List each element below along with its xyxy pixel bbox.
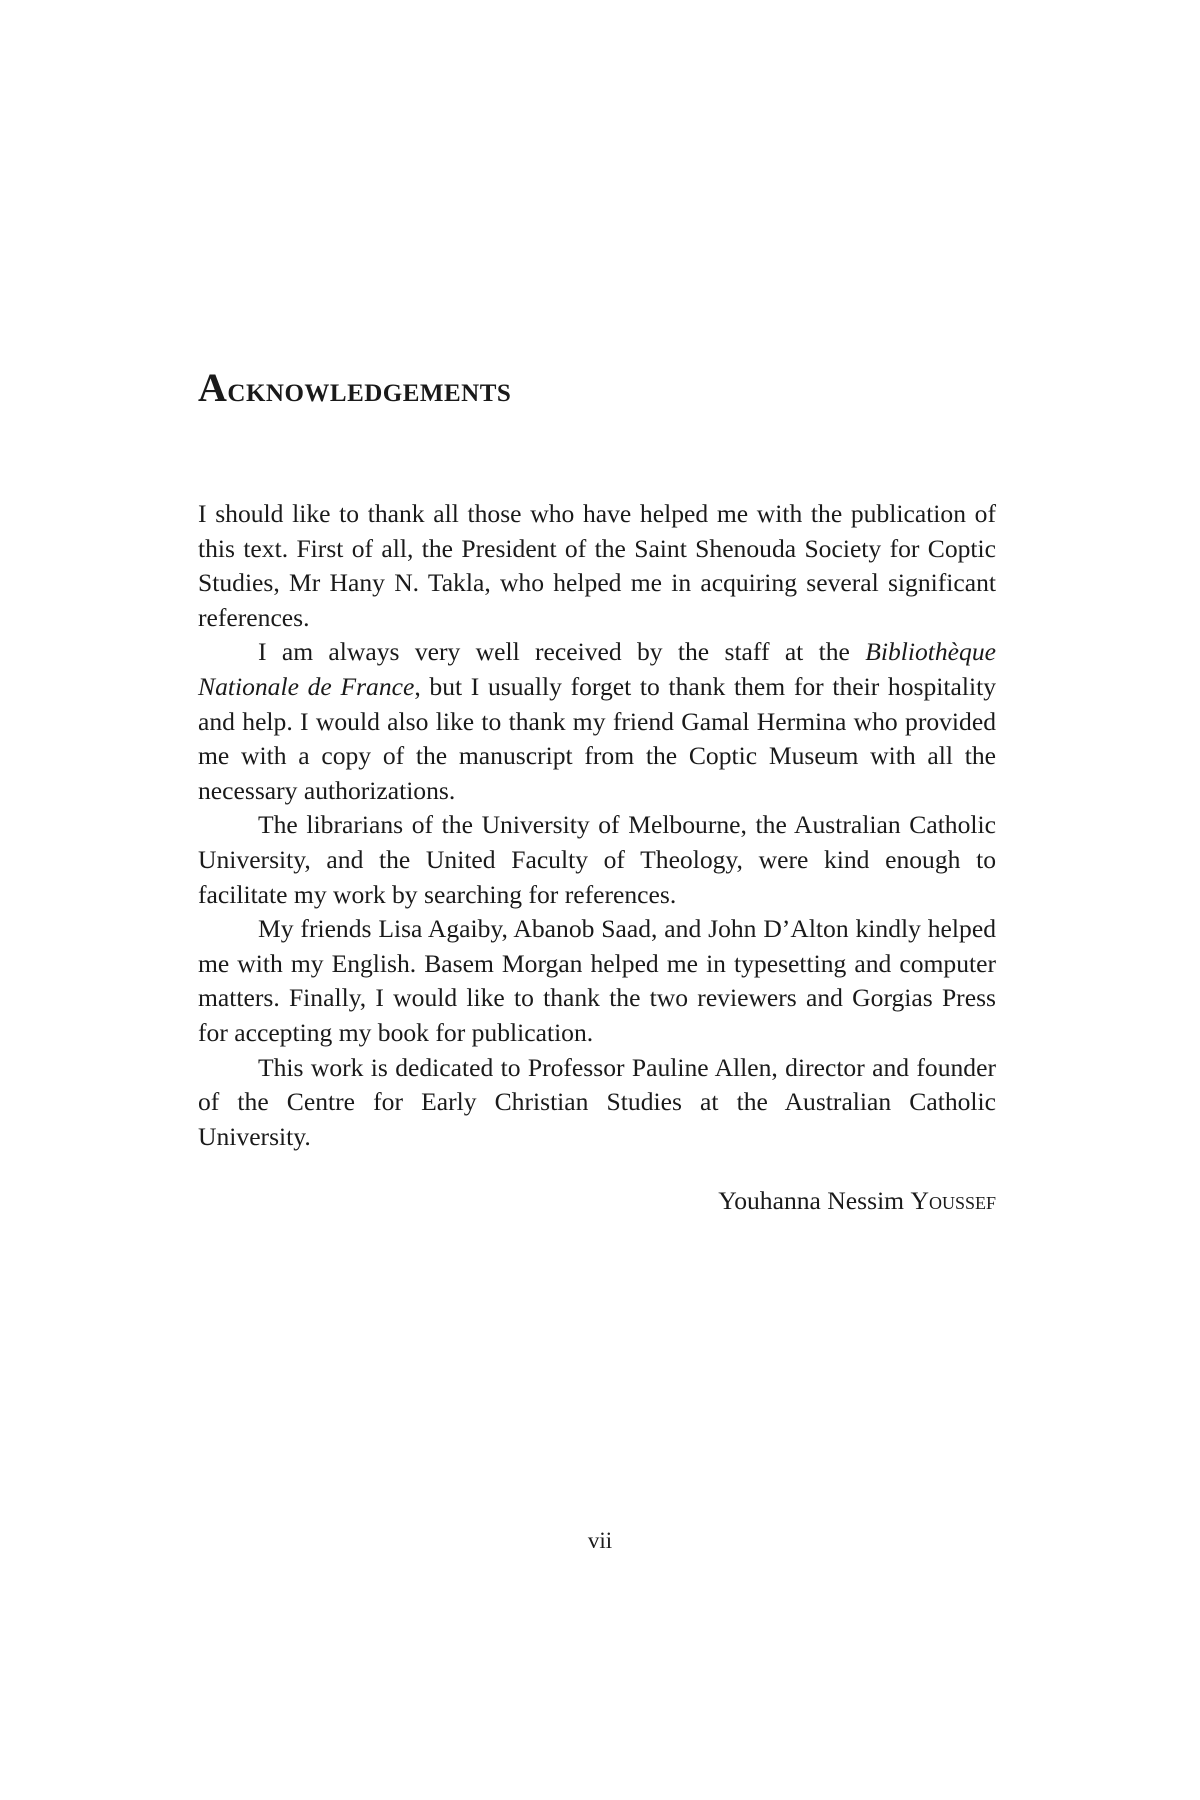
paragraph-librarians: [198, 808, 996, 912]
author-signature: [718, 1184, 996, 1219]
paragraph-dedication: [198, 1051, 996, 1155]
heading-rest: cknowledgements: [227, 370, 512, 409]
page-number: vii: [587, 1528, 613, 1553]
paragraph-text: My friends Lisa Agaiby, Abanob Saad, and John D’Alton kindly helped me with my English. Basem Morgan helped me in typesetting and computer matters. Finally, I would like to thank the two reviewers and Gorgias Press for accepting my book for publication.: [198, 914, 996, 1047]
library-name-italic: Bibliothèque Nationale de France: [198, 637, 996, 701]
paragraph-text: , but I usually forget to thank them for their hospitality and help. I would also like to thank my friend Gamal Hermina who provided me with a copy of the manuscript from the Coptic Museum with all the necessary authorizations.: [198, 671, 996, 805]
author-given-names: Youhanna Nessim: [718, 1186, 911, 1215]
paragraph-friends: [198, 912, 996, 1050]
author-surname: Youssef: [910, 1186, 996, 1215]
heading-initial: A: [198, 365, 228, 410]
paragraph-text: I should like to thank all those who have helped me with the publication of this text. First of all, the President of the Saint Shenouda Society for Coptic Studies, Mr Hany N. Takla, who helped me in acquiring several significant references.: [198, 499, 996, 632]
acknowledgements-body: [198, 497, 996, 1154]
paragraph-bnf-hermina: [198, 635, 996, 808]
paragraph-text: The librarians of the University of Melbourne, the Australian Catholic University, and the United Faculty of Theology, were kind enough to facilitate my work by searching for references.: [198, 810, 996, 909]
paragraph-text: I am always very well received by the staff at the: [258, 637, 866, 667]
paragraph-text: This work is dedicated to Professor Pauline Allen, director and founder of the Centre for Early Christian Studies at the Australian Catholic University.: [198, 1052, 996, 1151]
section-heading: [198, 365, 512, 410]
paragraph-thanks-takla: [198, 497, 996, 635]
